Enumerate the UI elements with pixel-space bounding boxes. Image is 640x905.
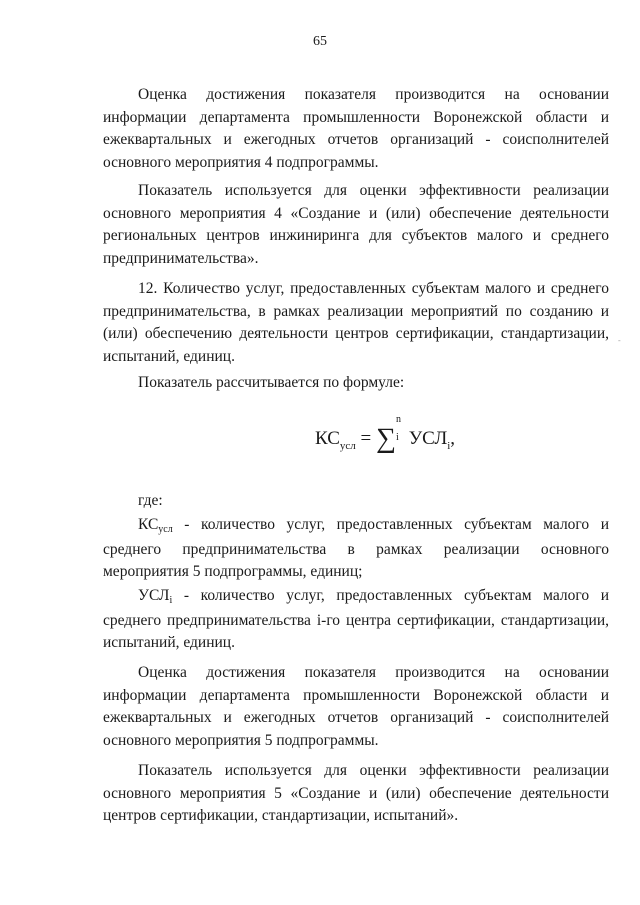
definition-ks	[103, 514, 609, 584]
definition-ks-text: - количество услуг, предоставленных субъектам малого и среднего предпринимательства в рамках реализации основного мероприятия 5 подпрограммы, единиц;	[103, 516, 609, 581]
paragraph-usage-4: Показатель используется для оценки эффективности реализации основного мероприятия 4 «Создание и (или) обеспечение деятельности региональных центров инжиниринга для субъектов малого и среднего предпринимательства».	[103, 182, 609, 267]
paragraph-where: где:	[138, 492, 163, 509]
paragraph-assessment-5: Оценка достижения показателя производится на основании информации департамента промышленности Воронежской области и ежеквартальных и ежегодных отчетов организаций - соисполнителей основного мероприятия 5 подпрограммы.	[103, 664, 609, 749]
definition-ks-symbol: КС	[138, 516, 159, 533]
formula-lhs-sub: усл	[339, 440, 356, 452]
sigma-icon: ∑	[375, 423, 396, 454]
formula	[315, 414, 456, 454]
page-number: 65	[313, 34, 327, 49]
formula-rhs: УСЛ	[408, 428, 448, 449]
paragraph-indicator-12: 12. Количество услуг, предоставленных субъектам малого и среднего предпринимательства, в рамках реализации мероприятий по созданию и (или) обеспечению деятельности центров сертификации, стандартизации, испытаний, единиц.	[103, 280, 609, 365]
paragraph-assessment-4: Оценка достижения показателя производится на основании информации департамента промышленности Воронежской области и ежеквартальных и ежегодных отчетов организаций - соисполнителей основного мероприятия 4 подпрограммы.	[103, 86, 609, 171]
formula-rhs-sub: i	[447, 440, 451, 452]
margin-mark: -	[618, 336, 621, 345]
formula-tail: ,	[450, 428, 456, 449]
definition-ks-sub: усл	[158, 524, 173, 535]
definition-usl-sub: i	[169, 595, 173, 606]
paragraph-formula-intro: Показатель рассчитывается по формуле:	[138, 374, 405, 391]
definition-usl-text: - количество услуг, предоставленных субъектам малого и среднего предпринимательства i-го центра сертификации, стандартизации, испытаний, единиц.	[103, 587, 609, 652]
formula-lhs: КС	[315, 428, 340, 449]
formula-upper: n	[395, 414, 401, 425]
definition-usl	[103, 585, 609, 655]
formula-equals: =	[360, 428, 372, 449]
definition-usl-symbol: УСЛ	[138, 587, 170, 604]
formula-lower: i	[395, 432, 399, 443]
paragraph-usage-5: Показатель используется для оценки эффективности реализации основного мероприятия 5 «Создание и (или) обеспечение деятельности центров сертификации, стандартизации, испытаний».	[103, 762, 609, 825]
